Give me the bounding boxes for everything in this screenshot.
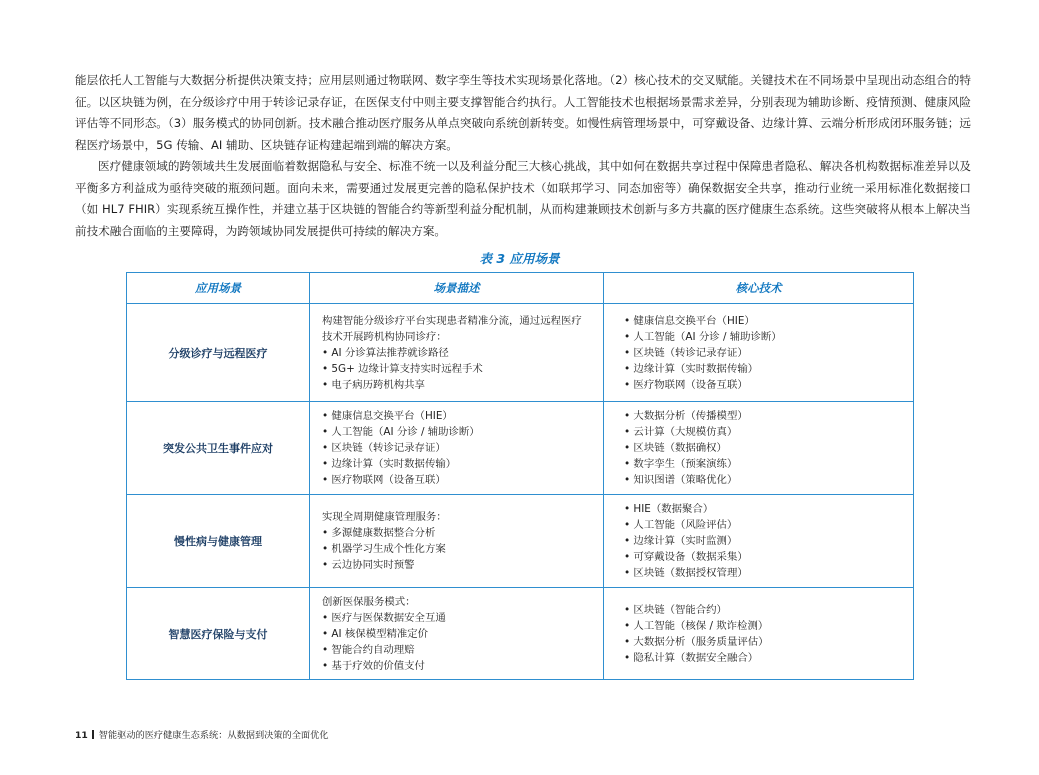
description-line: 技术开展跨机构协同诊疗： [322, 330, 447, 343]
description-line: • 边缘计算（实时数据传输） [322, 458, 457, 470]
body-paragraph-1: 能层依托人工智能与大数据分析提供决策支持；应用层则通过物联网、数字孪生等技术实现场景化落地。（2）核心技术的交叉赋能。关键技术在不同场景中呈现出动态组合的特征。以区块链为例，在分级诊疗中用于转诊记录存证，在医保支付中则主要支撑智能合约执行。人工智能技术也根据场景需求差异，分别表现为辅助诊断、疫情预测、健康风险评估等不同形态。（3）服务模式的协同创新。技术融合推动医疗服务从单点突破向系统创新转变。如慢性病管理场景中，可穿戴设备、边缘计算、云端分析形成闭环服务链；远程医疗场景中，5G 传输、AI 辅助、区块链存证构建起端到端的解决方案。 [75, 73, 971, 152]
table-header-row [127, 273, 914, 304]
table-row [127, 495, 914, 588]
technology-cell [604, 495, 914, 588]
scenario-name-cell: 突发公共卫生事件应对 [127, 402, 310, 495]
technology-cell [604, 304, 914, 402]
technology-line: • HIE（数据聚合） [624, 503, 714, 515]
table-row [127, 402, 914, 495]
technology-line: • 隐私计算（数据安全融合） [624, 651, 759, 664]
scenario-name-cell: 慢性病与健康管理 [127, 495, 310, 588]
technology-line: • 医疗物联网（设备互联） [624, 378, 748, 391]
description-line: • 人工智能（AI 分诊 / 辅助诊断） [322, 426, 480, 438]
description-cell [310, 402, 604, 495]
page-number: 11 [75, 730, 88, 741]
technology-cell [604, 588, 914, 680]
technology-line: • 边缘计算（实时监测） [624, 535, 738, 547]
description-line: • 健康信息交换平台（HIE） [322, 410, 453, 422]
technology-line: • 数字孪生（预案演练） [624, 458, 738, 470]
description-line: 实现全周期健康管理服务： [322, 511, 447, 523]
description-line: • 智能合约自动理赔 [322, 643, 415, 656]
table-caption: 表 3 应用场景 [479, 251, 560, 266]
scenario-name-cell: 分级诊疗与远程医疗 [127, 304, 310, 402]
technology-line: • 区块链（数据授权管理） [624, 567, 748, 579]
description-line: • 电子病历跨机构共享 [322, 378, 425, 391]
description-line: 构建智能分级诊疗平台实现患者精准分流，通过远程医疗 [322, 314, 582, 327]
description-line: • 医疗与医保数据安全互通 [322, 611, 446, 624]
technology-line: • 区块链（数据确权） [624, 442, 727, 454]
technology-line: • 大数据分析（传播模型） [624, 410, 748, 422]
footer-title: 智能驱动的医疗健康生态系统：从数据到决策的全面优化 [98, 730, 329, 741]
description-cell [310, 495, 604, 588]
description-line: • AI 分诊算法推荐就诊路径 [322, 346, 449, 359]
technology-line: • 云计算（大规模仿真） [624, 426, 738, 438]
technology-line: • 人工智能（AI 分诊 / 辅助诊断） [624, 330, 782, 343]
footer-divider [92, 730, 94, 739]
technology-line: • 健康信息交换平台（HIE） [624, 314, 755, 327]
header-scene: 应用场景 [127, 273, 310, 304]
table-row [127, 304, 914, 402]
technology-line: • 大数据分析（服务质量评估） [624, 635, 769, 648]
technology-line: • 区块链（转诊记录存证） [624, 346, 748, 359]
description-line: • AI 核保模型精准定价 [322, 627, 429, 640]
technology-line: • 人工智能（核保 / 欺诈检测） [624, 619, 769, 632]
description-line: • 基于疗效的价值支付 [322, 659, 425, 672]
description-line: • 5G+ 边缘计算支持实时远程手术 [322, 362, 483, 375]
application-scenarios-table [126, 272, 914, 680]
scenario-name-cell: 智慧医疗保险与支付 [127, 588, 310, 680]
description-line: • 医疗物联网（设备互联） [322, 474, 446, 486]
technology-cell [604, 402, 914, 495]
technology-line: • 边缘计算（实时数据传输） [624, 362, 759, 375]
technology-line: • 可穿戴设备（数据采集） [624, 551, 748, 563]
description-cell [310, 304, 604, 402]
header-technology: 核心技术 [604, 273, 914, 304]
description-line: • 机器学习生成个性化方案 [322, 543, 446, 555]
description-line: 创新医保服务模式： [322, 595, 416, 608]
body-paragraph-2: 医疗健康领域的跨领域共生发展面临着数据隐私与安全、标准不统一以及利益分配三大核心挑战，其中如何在数据共享过程中保障患者隐私、解决各机构数据标准差异以及平衡多方利益成为亟待突破的瓶颈问题。面向未来，需要通过发展更完善的隐私保护技术（如联邦学习、同态加密等）确保数据安全共享，推动行业统一采用标准化数据接口（如 HL7 FHIR）实现系统互操作性，并建立基于区块链的智能合约等新型利益分配机制，从而构建兼顾技术创新与多方共赢的医疗健康生态系统。这些突破将从根本上解决当前技术融合面临的主要障碍，为跨领域协同发展提供可持续的解决方案。 [75, 159, 971, 238]
description-line: • 云边协同实时预警 [322, 559, 415, 571]
technology-line: • 区块链（智能合约） [624, 603, 727, 616]
technology-line: • 人工智能（风险评估） [624, 519, 738, 531]
description-cell [310, 588, 604, 680]
description-line: • 多源健康数据整合分析 [322, 527, 436, 539]
header-description: 场景描述 [310, 273, 604, 304]
description-line: • 区块链（转诊记录存证） [322, 442, 446, 454]
table-row [127, 588, 914, 680]
page-footer [75, 727, 328, 741]
technology-line: • 知识图谱（策略优化） [624, 474, 738, 486]
